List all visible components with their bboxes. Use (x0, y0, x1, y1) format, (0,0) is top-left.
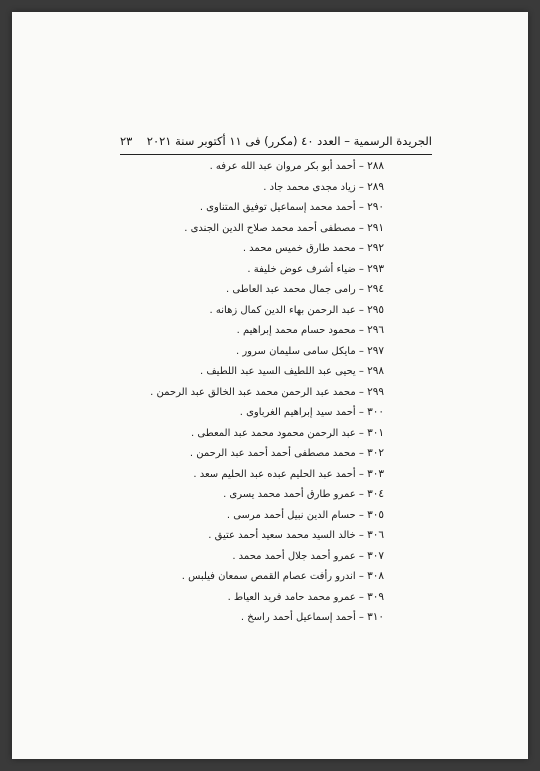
entry-dash: – (355, 530, 368, 541)
entry-number: ٣٠٨ (367, 570, 384, 582)
entry-name: أحمد إسماعيل أحمد راسخ . (240, 612, 356, 623)
entry-name: ضياء أشرف عوض خليفة . (247, 263, 356, 275)
entry-name: مايكل سامى سليمان سرور . (235, 345, 356, 357)
entry-name: رامى جمال محمد عبد العاطى . (226, 284, 356, 295)
entry-number: ٣٠٠ (367, 406, 384, 418)
entry-name: عمرو طارق أحمد محمد يسرى . (223, 489, 356, 500)
entry-number: ٢٩٩ (367, 385, 384, 398)
entry-name: خالد السيد محمد سعيد أحمد عتيق . (208, 530, 356, 541)
entry-name: مصطفى أحمد محمد صلاح الدين الجندى . (184, 222, 356, 234)
entry-number: ٣٠٤ (367, 488, 384, 500)
entry-number: ٣٠٩ (367, 590, 384, 603)
entry-number: ٢٩٧ (367, 344, 384, 357)
entry-name: محمد مصطفى أحمد أحمد عبد الرحمن . (189, 448, 356, 459)
entry-dash: – (355, 386, 368, 398)
entry-number: ٣١٠ (367, 611, 384, 623)
list-item (150, 587, 384, 608)
entry-name: محمد عبد الرحمن محمد عبد الخالق عبد الرحمن . (150, 386, 356, 398)
entry-name: محمود حسام محمد إبراهيم . (236, 325, 356, 336)
entry-name: حسام الدين نبيل أحمد مرسى . (226, 509, 356, 521)
entry-number: ٣٠٥ (367, 508, 384, 521)
entry-dash: – (355, 222, 368, 234)
entry-name: محمد طارق خميس محمد . (242, 243, 356, 254)
list-item (150, 402, 384, 423)
entry-number: ٣٠٧ (367, 549, 384, 562)
list-item (150, 320, 384, 341)
entry-number: ٢٨٨ (367, 160, 384, 172)
entry-number: ٢٩٠ (367, 201, 384, 213)
entry-dash: – (355, 304, 368, 316)
list-item (150, 361, 384, 382)
entry-dash: – (355, 325, 368, 336)
entry-dash: – (355, 366, 368, 377)
entry-dash: – (355, 509, 368, 521)
entry-name: عبد الرحمن بهاء الدين كمال زهانه . (209, 304, 356, 316)
gazette-title: الجريدة الرسمية – العدد ٤٠ (مكرر) فى ١١ أكتوبر سنة ٢٠٢١ (146, 134, 432, 148)
entry-dash: – (355, 407, 368, 418)
entry-number: ٢٩٥ (367, 303, 384, 316)
entry-name: أحمد أبو بكر مروان عبد الله عرفه . (209, 161, 356, 172)
entry-number: ٢٩١ (367, 221, 384, 234)
entry-number: ٢٨٩ (367, 180, 384, 193)
list-item (150, 546, 384, 567)
entry-dash: – (355, 427, 368, 439)
list-item (150, 464, 384, 485)
entry-number: ٢٩٨ (367, 365, 384, 377)
entry-dash: – (355, 571, 368, 582)
entry-name: زياد مجدى محمد جاد . (263, 181, 356, 193)
header-rule (120, 154, 432, 155)
entry-number: ٣٠٢ (367, 447, 384, 459)
entry-dash: – (355, 161, 368, 172)
list-item (150, 423, 384, 444)
entry-number: ٢٩٢ (367, 242, 384, 254)
list-item (150, 218, 384, 239)
list-item (150, 607, 384, 628)
entry-dash: – (355, 243, 368, 254)
list-item (150, 382, 384, 403)
entry-number: ٢٩٦ (367, 324, 384, 336)
entry-dash: – (355, 345, 368, 357)
entry-name: أحمد محمد إسماعيل توفيق المتناوى . (199, 202, 356, 213)
list-item (150, 525, 384, 546)
entry-dash: – (355, 284, 368, 295)
entry-number: ٢٩٤ (367, 283, 384, 295)
list-item (150, 259, 384, 280)
entry-number: ٣٠٣ (367, 467, 384, 480)
entry-dash: – (355, 550, 368, 562)
page-number: ٢٣ (120, 134, 133, 148)
page-header (120, 132, 432, 152)
entry-name: عمرو أحمد جلال أحمد محمد . (232, 550, 356, 562)
list-item (150, 443, 384, 464)
entry-dash: – (355, 489, 368, 500)
entry-name: يحيى عبد اللطيف السيد عبد اللطيف . (199, 366, 356, 377)
entry-dash: – (355, 612, 368, 623)
entry-name: عمرو محمد حامد فريد العياط . (227, 591, 356, 603)
entry-dash: – (355, 263, 368, 275)
list-item (150, 505, 384, 526)
list-item (150, 300, 384, 321)
list-item (150, 566, 384, 587)
entry-dash: – (355, 448, 368, 459)
entry-dash: – (355, 468, 368, 480)
entry-number: ٣٠١ (367, 426, 384, 439)
entry-name: عبد الرحمن محمود محمد عبد المعطى . (191, 427, 356, 439)
list-item (150, 156, 384, 177)
entry-name: أحمد عبد الحليم عبده عبد الحليم سعد . (193, 468, 356, 480)
entry-number: ٣٠٦ (367, 529, 384, 541)
list-item (150, 341, 384, 362)
entry-name: أحمد سيد إبراهيم الغرباوى . (239, 407, 356, 418)
entry-dash: – (355, 591, 368, 603)
entry-name: اندرو رأفت عصام القمص سمعان فيلبس . (181, 571, 356, 582)
entry-number: ٢٩٣ (367, 262, 384, 275)
list-item (150, 279, 384, 300)
entry-dash: – (355, 202, 368, 213)
list-item (150, 197, 384, 218)
names-list (150, 156, 384, 628)
entry-dash: – (355, 181, 368, 193)
list-item (150, 238, 384, 259)
list-item (150, 177, 384, 198)
list-item (150, 484, 384, 505)
